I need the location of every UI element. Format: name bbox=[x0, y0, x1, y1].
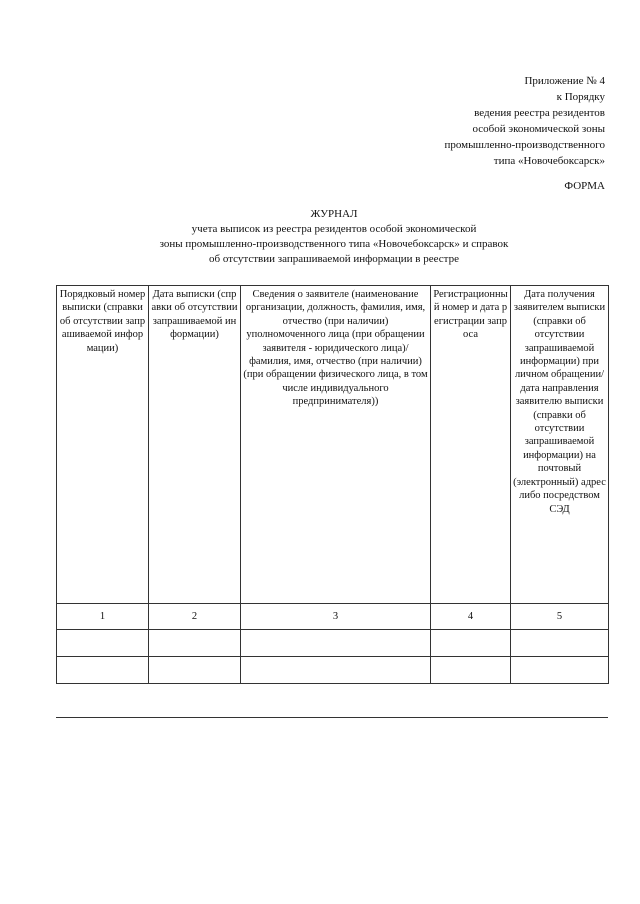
table-cell bbox=[57, 657, 149, 684]
appendix-line: промышленно-производственного bbox=[444, 139, 605, 151]
title-line: об отсутствии запрашиваемой информации в реестре bbox=[209, 253, 459, 265]
horizontal-rule bbox=[56, 717, 608, 718]
column-header-text: Сведения о заявителе (наименование организации, должность, фамилия, имя, отчество (при наличии) уполномоченного лица (при обращении заявителя - юридического лица)/фамилия, имя, отчество (при наличии) (при обращении физического лица, в том числе индивидуального предпринимателя)) bbox=[243, 289, 428, 408]
table-cell bbox=[431, 630, 511, 657]
table-cell bbox=[241, 630, 431, 657]
journal-table bbox=[56, 285, 609, 684]
column-header-text: Порядковый номер выписки (справки об отсутствии запрашиваемой информации) bbox=[59, 289, 146, 354]
column-number: 1 bbox=[57, 604, 149, 630]
column-number: 2 bbox=[149, 604, 241, 630]
column-header-text: Регистрационный номер и дата регистрации запроса bbox=[433, 289, 508, 341]
column-number: 3 bbox=[241, 604, 431, 630]
document-title bbox=[60, 207, 608, 267]
appendix-line: особой экономической зоны bbox=[472, 123, 605, 135]
table-cell bbox=[149, 657, 241, 684]
table-header-row bbox=[57, 286, 609, 604]
column-header bbox=[57, 286, 149, 604]
table-cell bbox=[511, 657, 609, 684]
table-cell bbox=[57, 630, 149, 657]
title-heading: ЖУРНАЛ bbox=[310, 208, 358, 220]
column-number: 5 bbox=[511, 604, 609, 630]
column-header bbox=[431, 286, 511, 604]
appendix-line: к Порядку bbox=[556, 91, 605, 103]
appendix-line: Приложение № 4 bbox=[524, 75, 605, 87]
appendix-line: ведения реестра резидентов bbox=[474, 107, 605, 119]
appendix-line: типа «Новочебоксарск» bbox=[493, 155, 605, 167]
title-line: учета выписок из реестра резидентов особой экономической bbox=[191, 223, 477, 235]
table-cell bbox=[149, 630, 241, 657]
table-cell bbox=[241, 657, 431, 684]
form-label: ФОРМА bbox=[564, 180, 605, 192]
column-header bbox=[511, 286, 609, 604]
column-header bbox=[241, 286, 431, 604]
column-header-text: Дата получения заявителем выписки (справки об отсутствии запрашиваемой информации) при личном обращении/дата направления заявителю выписки (справки об отсутствии запрашиваемой информации) на почтовый (электронный) адрес либо посредством СЭД bbox=[513, 289, 606, 515]
column-number: 4 bbox=[431, 604, 511, 630]
table-cell bbox=[431, 657, 511, 684]
column-header-text: Дата выписки (справки об отсутствии запрашиваемой информации) bbox=[151, 289, 238, 341]
column-number-row bbox=[57, 604, 609, 630]
table-row bbox=[57, 657, 609, 684]
title-line: зоны промышленно-производственного типа «Новочебоксарск» и справок bbox=[159, 238, 509, 250]
column-header bbox=[149, 286, 241, 604]
table-cell bbox=[511, 630, 609, 657]
table-row bbox=[57, 630, 609, 657]
appendix-reference bbox=[305, 73, 605, 169]
